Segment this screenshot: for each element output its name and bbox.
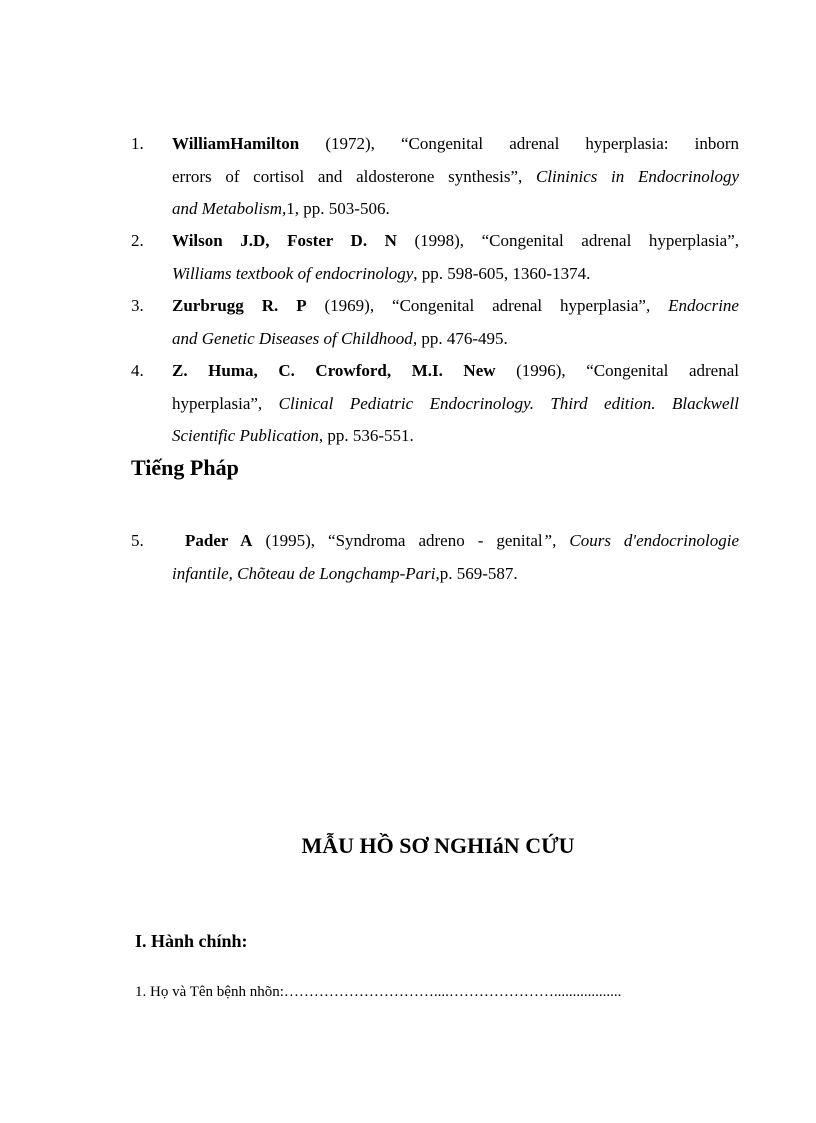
reference-pages: p. 569-587. xyxy=(439,563,518,583)
reference-author: Wilson J.D, Foster D. N xyxy=(172,231,397,250)
reference-line xyxy=(172,128,739,161)
reference-source: infantile, Chõteau de Longchamp-Pari, xyxy=(172,563,440,583)
reference-number: 3. xyxy=(131,296,144,315)
reference-line xyxy=(172,225,739,258)
reference-line xyxy=(172,193,739,226)
reference-body xyxy=(172,355,739,453)
reference-text: (1995), “Syndroma adreno - genital xyxy=(252,531,543,550)
reference-line xyxy=(172,290,739,323)
reference-source: Williams textbook of endocrinology xyxy=(172,263,414,283)
reference-number: 2. xyxy=(131,231,144,250)
reference-pages: , pp. 476-495. xyxy=(412,328,508,348)
reference-pages: 1, pp. 503-506. xyxy=(286,199,390,218)
reference-body xyxy=(172,525,739,590)
patient-name-field xyxy=(135,978,621,1006)
reference-body xyxy=(172,225,739,290)
reference-pages: , pp. 536-551. xyxy=(318,426,414,445)
reference-number: 4. xyxy=(131,361,144,380)
reference-author: Z. Huma, C. Crowford, M.I. New xyxy=(172,361,496,380)
reference-source: Scientific Publication xyxy=(172,426,319,445)
reference-body xyxy=(172,128,739,226)
reference-body xyxy=(172,290,739,355)
form-section-label: I. Hành chính: xyxy=(135,931,248,951)
reference-author: WilliamHamilton xyxy=(172,134,300,153)
reference-line xyxy=(172,258,739,291)
reference-line xyxy=(172,558,739,591)
reference-line xyxy=(172,388,739,421)
reference-text: errors of cortisol and aldosterone synthesis”, xyxy=(172,166,536,186)
reference-source: Endocrine xyxy=(668,296,739,315)
reference-line xyxy=(172,161,739,194)
field-dotted-line: …………………………....………………….................. xyxy=(283,984,622,1000)
reference-text: (1972), “Congenital adrenal hyperplasia: inborn xyxy=(299,134,739,153)
form-title: MẪU HỒ SƠ NGHIáN CỨU xyxy=(301,833,575,858)
reference-line xyxy=(172,355,739,388)
reference-number: 5. xyxy=(131,531,144,550)
reference-line xyxy=(172,525,739,558)
reference-source: and Genetic Diseases of Childhood xyxy=(172,328,413,348)
reference-text: (1969), “Congenital adrenal hyperplasia”, xyxy=(306,296,669,315)
reference-source: Clinical Pediatric Endocrinology. Third edition. Blackwell xyxy=(278,393,739,413)
reference-source: and Metabolism, xyxy=(172,199,287,218)
reference-source: Clininics in Endocrinology xyxy=(535,166,739,186)
reference-number: 1. xyxy=(131,134,144,153)
reference-source: ”, Cours d'endocrinologie xyxy=(542,531,739,550)
reference-text: (1996), “Congenital adrenal xyxy=(495,361,739,380)
reference-author: Pader A xyxy=(185,531,253,550)
reference-author: Zurbrugg R. P xyxy=(172,296,307,315)
reference-line xyxy=(172,420,739,453)
field-label: 1. Họ và Tên bệnh nhõn: xyxy=(135,984,284,1000)
reference-pages: , pp. 598-605, 1360-1374. xyxy=(413,263,591,283)
reference-line xyxy=(172,323,739,356)
section-heading: Tiếng Pháp xyxy=(131,455,239,480)
reference-text: hyperplasia”, xyxy=(172,393,279,413)
reference-text: (1998), “Congenital adrenal hyperplasia”, xyxy=(396,231,739,250)
